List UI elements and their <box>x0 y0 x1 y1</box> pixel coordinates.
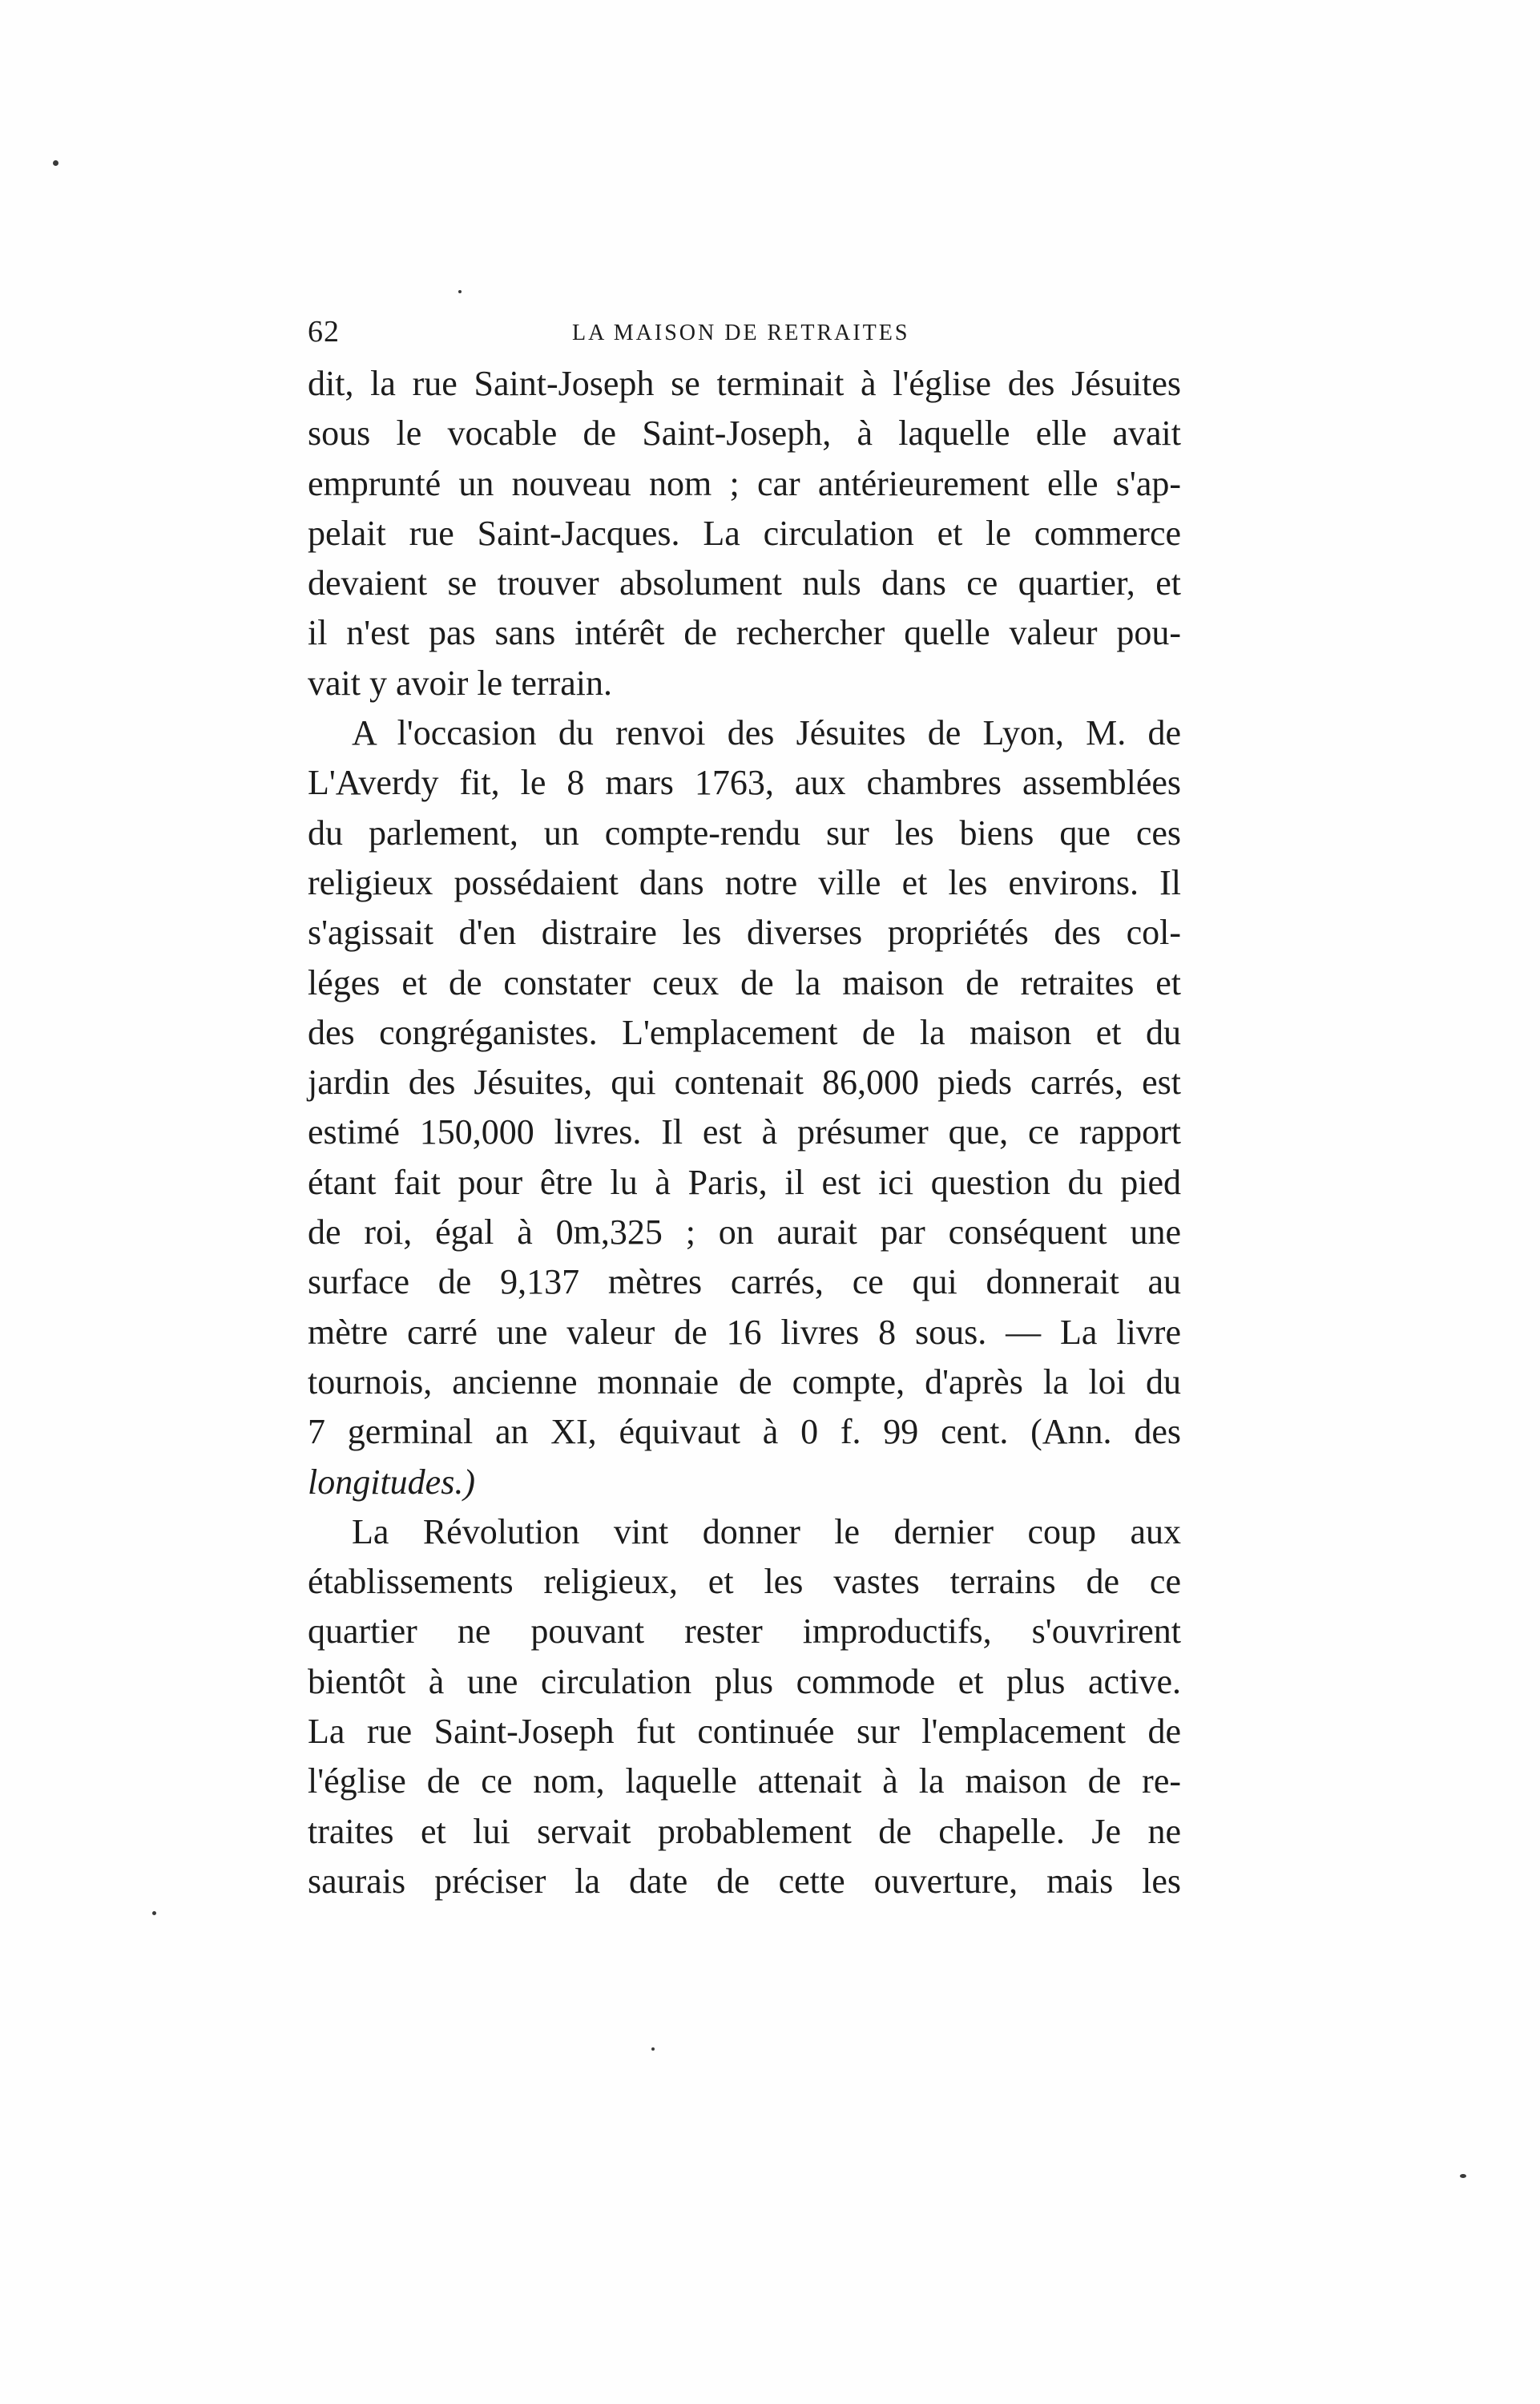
text-line: bientôt à une circulation plus commode et plus active. <box>308 1661 1181 1701</box>
scan-speck <box>53 160 58 166</box>
text-line: tournois, ancienne monnaie de compte, d'après la loi du <box>308 1361 1181 1402</box>
text-line: religieux possédaient dans notre ville et les environs. Il <box>308 862 1181 902</box>
body-text <box>308 359 1181 1906</box>
text-line: surface de 9,137 mètres carrés, ce qui donnerait au <box>308 1262 1181 1302</box>
text-line: emprunté un nouveau nom ; car antérieurement elle s'ap- <box>308 463 1181 503</box>
text-line: traites et lui servait probablement de chapelle. Je ne <box>308 1811 1181 1851</box>
paragraph-start-line: La Révolution vint donner le dernier coup aux <box>352 1511 1181 1551</box>
text-line: jardin des Jésuites, qui contenait 86,000 pieds carrés, est <box>308 1063 1181 1103</box>
text-line: de roi, égal à 0m,325 ; on aurait par conséquent une <box>308 1212 1181 1252</box>
text-line: établissements religieux, et les vastes terrains de ce <box>308 1562 1181 1602</box>
italic-citation: longitudes.) <box>308 1462 475 1502</box>
paragraph-start-line: A l'occasion du renvoi des Jésuites de Lyon, M. de <box>352 713 1181 753</box>
text-line: sous le vocable de Saint-Joseph, à laquelle elle avait <box>308 413 1181 454</box>
text-line: des congréganistes. L'emplacement de la maison et du <box>308 1012 1181 1052</box>
scan-speck <box>458 290 462 293</box>
text-line: devaient se trouver absolument nuls dans ce quartier, et <box>308 563 1181 603</box>
scan-speck <box>651 2047 655 2051</box>
page-number: 62 <box>308 315 340 349</box>
text-line-italic <box>308 1458 1181 1507</box>
text-line: étant fait pour être lu à Paris, il est ici question du pied <box>308 1162 1181 1202</box>
text-line: léges et de constater ceux de la maison de retraites et <box>308 962 1181 1002</box>
text-line: dit, la rue Saint-Joseph se terminait à l'église des Jésuites <box>308 364 1181 403</box>
text-line: La rue Saint-Joseph fut continuée sur l'emplacement de <box>308 1712 1181 1752</box>
text-line: pelait rue Saint-Jacques. La circulation et le commerce <box>308 513 1181 553</box>
text-line: du parlement, un compte-rendu sur les biens que ces <box>308 813 1181 853</box>
text-line: L'Averdy fit, le 8 mars 1763, aux chambres assemblées <box>308 763 1181 803</box>
text-line: vait y avoir le terrain. <box>308 663 612 703</box>
page-header <box>308 314 1181 354</box>
text-line: saurais préciser la date de cette ouverture, mais les <box>308 1861 1181 1901</box>
text-line: il n'est pas sans intérêt de rechercher quelle valeur pou- <box>308 613 1181 653</box>
text-line: l'église de ce nom, laquelle attenait à la maison de re- <box>308 1761 1181 1801</box>
text-line: estimé 150,000 livres. Il est à présumer que, ce rapport <box>308 1112 1181 1152</box>
text-line: s'agissait d'en distraire les diverses propriétés des col- <box>308 913 1181 953</box>
text-line: 7 germinal an XI, équivaut à 0 f. 99 cent. (Ann. des <box>308 1412 1181 1452</box>
text-line: mètre carré une valeur de 16 livres 8 sous. — La livre <box>308 1312 1181 1352</box>
text-line: quartier ne pouvant rester improductifs, s'ouvrirent <box>308 1611 1181 1652</box>
scan-speck <box>1460 2174 1466 2178</box>
running-title: LA MAISON DE RETRAITES <box>572 321 910 345</box>
scan-speck <box>152 1911 156 1915</box>
